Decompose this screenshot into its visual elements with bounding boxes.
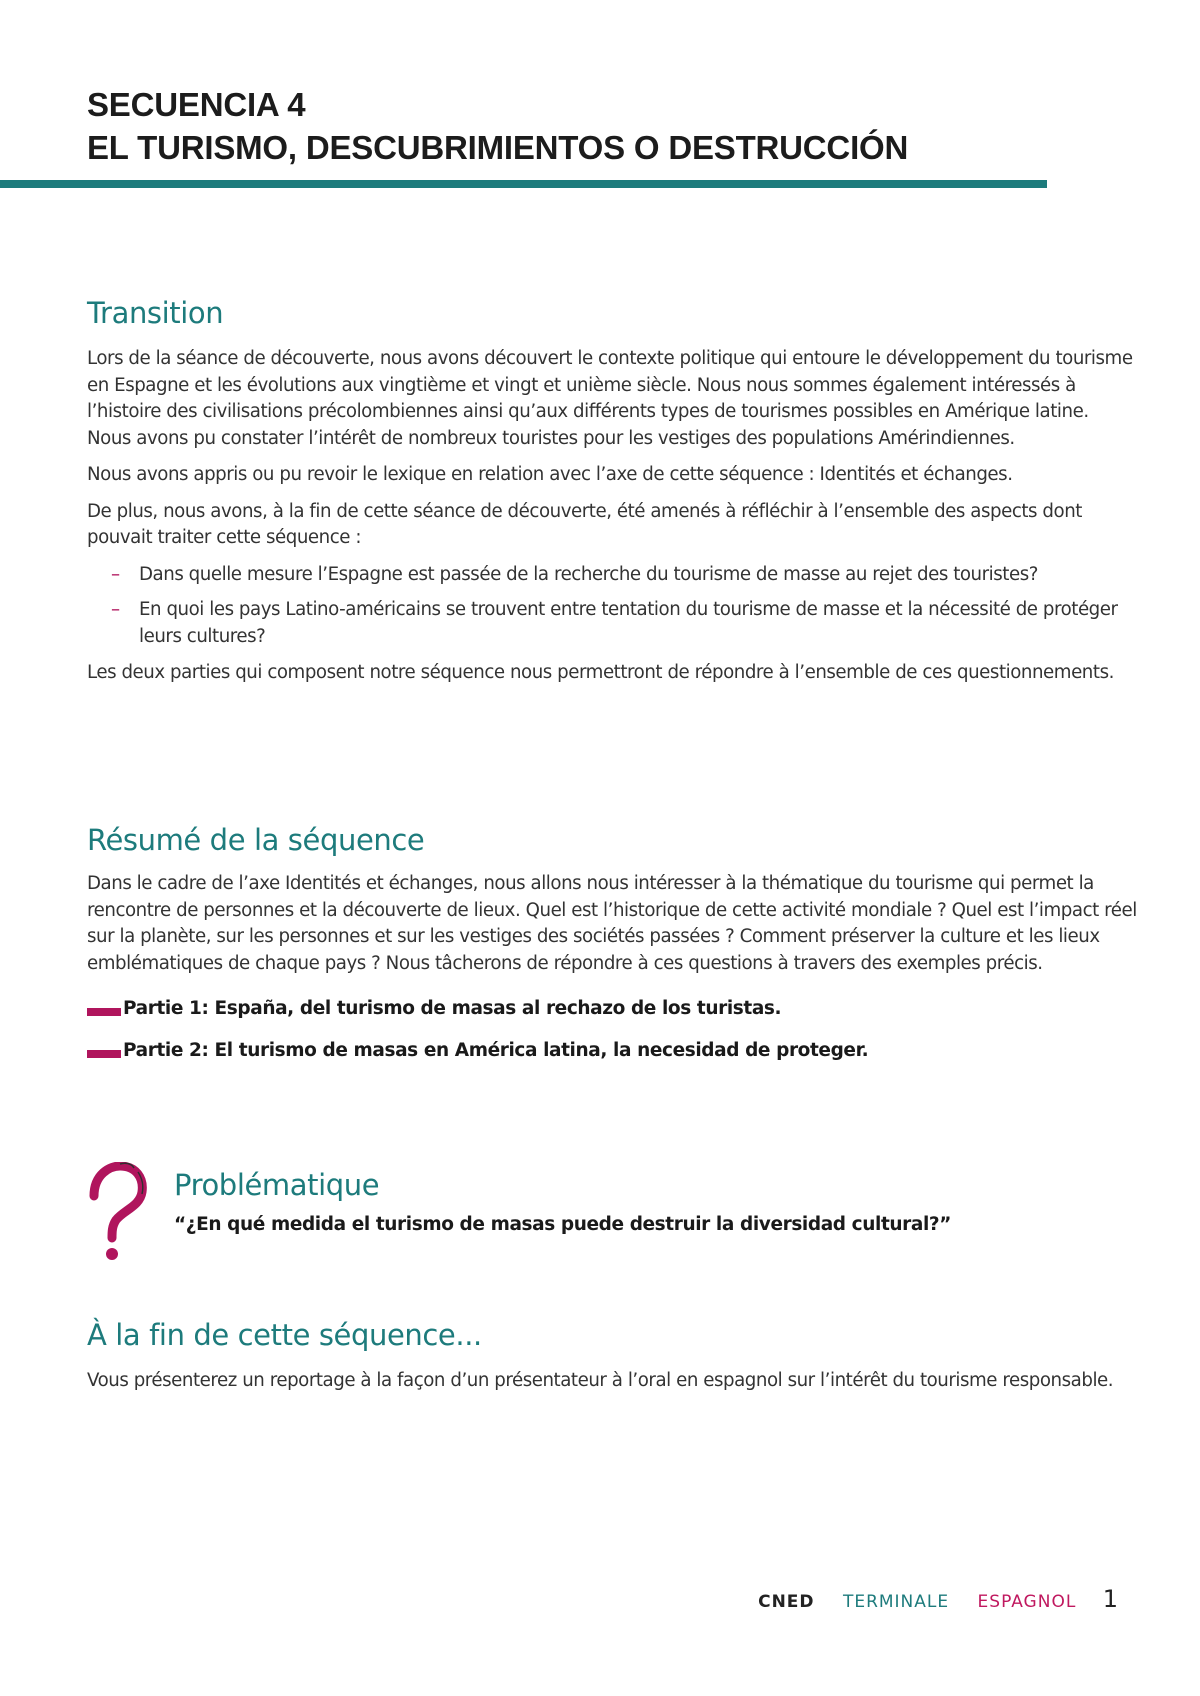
fin-heading: À la fin de cette séquence...	[87, 1318, 482, 1352]
transition-paragraph-2: Nous avons appris ou pu revoir le lexique en relation avec l’axe de cette séquence : Identités et échanges.	[87, 464, 1013, 485]
dash-marker: –	[111, 563, 120, 585]
question-mark-icon	[84, 1162, 152, 1262]
resume-heading: Résumé de la séquence	[87, 823, 425, 857]
page-footer	[758, 1585, 1118, 1613]
problematique-heading: Problématique	[174, 1168, 380, 1202]
dash-marker: –	[111, 599, 120, 620]
page-number: 1	[1102, 1585, 1118, 1613]
fin-paragraph: Vous présenterez un reportage à la façon d’un présentateur à l’oral en espagnol sur l’intérêt du tourisme responsable.	[87, 1370, 1114, 1391]
partie-1: Partie 1: España, del turismo de masas al rechazo de los turistas.	[87, 995, 1137, 1023]
transition-section	[87, 296, 1137, 687]
transition-heading: Transition	[87, 296, 224, 330]
title-line-2: EL TURISMO, DESCUBRIMIENTOS O DESTRUCCIÓN	[87, 129, 909, 166]
partie-2: Partie 2: El turismo de masas en América latina, la necesidad de proteger.	[87, 1037, 1137, 1065]
list-item: – En quoi les pays Latino-américains se trouvent entre tentation du tourisme de masse et la nécessité de protéger leurs cultures?	[111, 599, 1118, 647]
transition-paragraph-1: Lors de la séance de découverte, nous avons découvert le contexte politique qui entoure le développement du tourisme en Espagne et les évolutions aux vingtième et vingt et unième siècle. Nous nous sommes également intéressés à l’histoire des civilisations précolombiennes ainsi qu’aux différents types de tourismes possibles en Amérique latine. Nous avons pu constater l’intérêt de nombreux touristes pour les vestiges des populations Amérindiennes.	[87, 348, 1133, 449]
footer-level: TERMINALE	[842, 1592, 950, 1612]
page-title	[87, 83, 1047, 169]
footer-subject: ESPAGNOL	[977, 1592, 1077, 1612]
title-line-1: SECUENCIA 4	[87, 86, 306, 123]
partie-marker-bar	[87, 1050, 121, 1058]
fin-section	[87, 1318, 1137, 1395]
resume-paragraph: Dans le cadre de l’axe Identités et échanges, nous allons nous intéresser à la thématique du tourisme qui permet la rencontre de personnes et la découverte de lieux. Quel est l’historique de cette activité mondiale ? Quel est l’impact réel sur la planète, sur les personnes et sur les vestiges des sociétés passées ? Comment préserver la culture et les lieux emblématiques de chaque pays ? Nous tâcherons de répondre à ces questions à travers des exemples précis.	[87, 873, 1137, 974]
problematique-section	[174, 1168, 1134, 1235]
partie-marker-bar	[87, 1008, 121, 1016]
title-underline	[0, 180, 1047, 188]
resume-section	[87, 823, 1137, 1065]
transition-bullet-list	[87, 562, 1137, 651]
transition-paragraph-4: Les deux parties qui composent notre séquence nous permettront de répondre à l’ensemble de ces questionnements.	[87, 662, 1114, 683]
footer-publisher: CNED	[758, 1592, 815, 1612]
transition-paragraph-3: De plus, nous avons, à la fin de cette séance de découverte, été amenés à réfléchir à l’ensemble des aspects dont pouvait traiter cette séquence :	[87, 500, 1082, 548]
problematique-question: “¿En qué medida el turismo de masas puede destruir la diversidad cultural?”	[174, 1214, 952, 1235]
list-item: – Dans quelle mesure l’Espagne est passée de la recherche du tourisme de masse au rejet des touristes?	[87, 562, 1137, 589]
